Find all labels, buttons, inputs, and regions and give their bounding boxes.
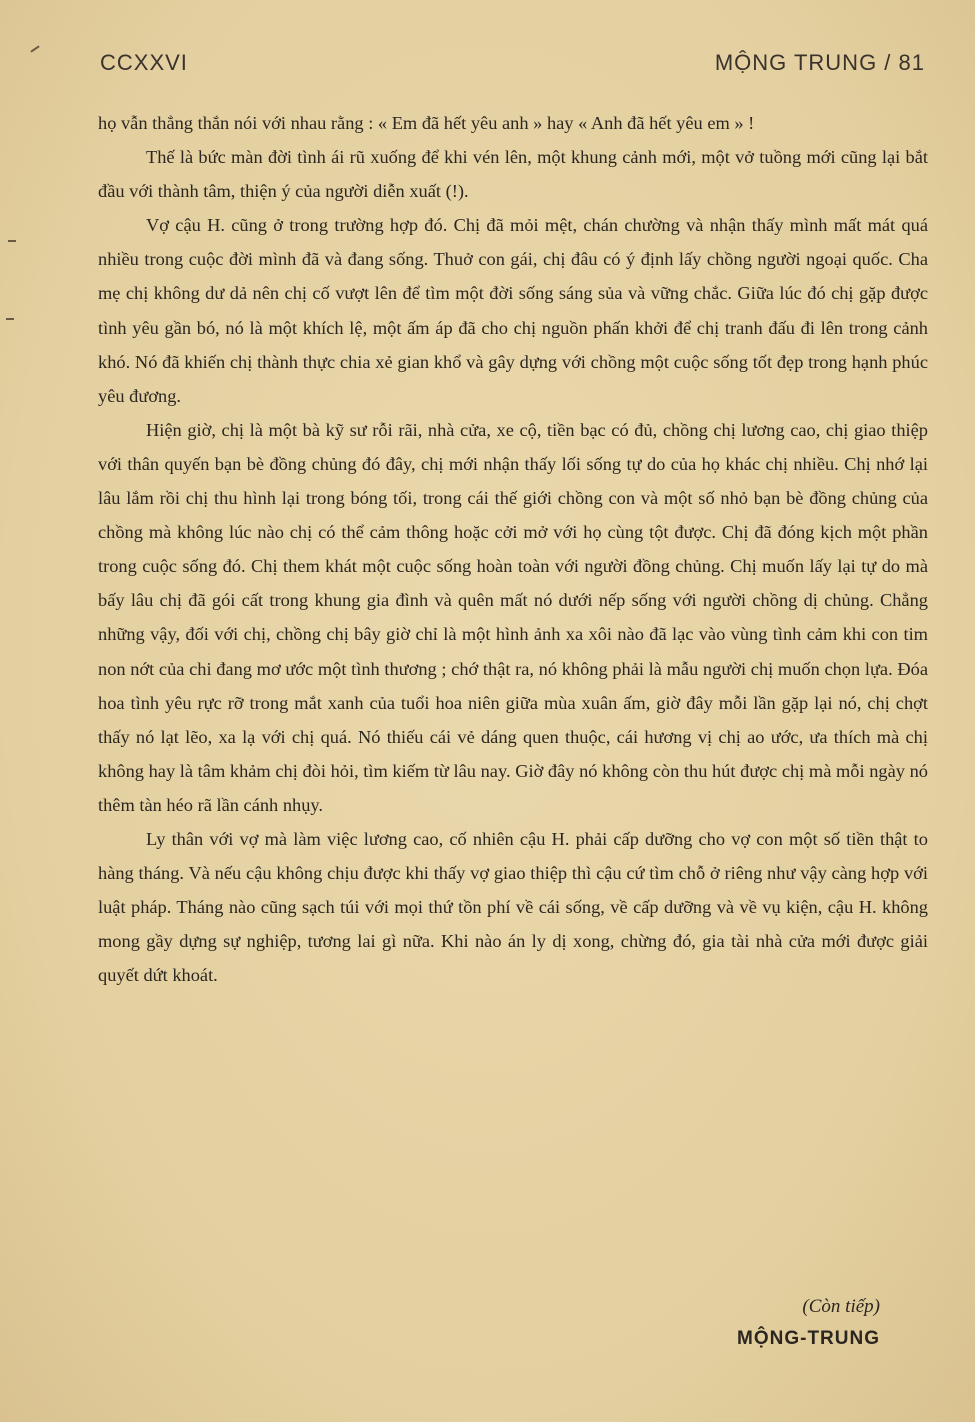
paragraph: Hiện giờ, chị là một bà kỹ sư rỗi rãi, nhà cửa, xe cộ, tiền bạc có đủ, chồng chị lương cao, chị giao thiệp với thân quyến bạn bè đồng chủng đó đây, chị mới nhận thấy lối sống tự do của họ khác chị nhiều. Chị nhớ lại lâu lắm rồi chị thu hình lại trong bóng tối, trong cái thế giới chồng con và một số nhỏ bạn bè đồng chủng của chồng mà không lúc nào chị có thể cảm thông hoặc cởi mở với họ cùng tột được. Chị đã đóng kịch một phần trong cuộc sống đó. Chị them khát một cuộc sống hoàn toàn với người đồng chủng. Chị muốn lấy lại tự do mà bấy lâu chị đã gói cất trong khung gia đình và quên mất nó dưới nếp sống với người chồng dị chủng. Chẳng những vậy, đối với chị, chồng chị bây giờ chỉ là một hình ảnh xa xôi nào đã lạc vào vùng tình cảm khi con tim non nớt của chi đang mơ ước một tình thương ; chớ thật ra, nó không phải là mẫu người chị muốn chọn lựa. Đóa hoa tình yêu rực rỡ trong mắt xanh của tuổi hoa niên giữa mùa xuân ấm, giờ đây mỗi lần gặp lại nó, chị chợt thấy nó lạt lẽo, xa lạ với chị quá. Nó thiếu cái vẻ dáng quen thuộc, cái hương vị chị ao ước, ưa thích mà chị không hay là tâm khảm chị đòi hỏi, tìm kiếm từ lâu nay. Giờ đây nó không còn thu hút được chị mà mỗi ngày nó thêm tàn héo rã lần cánh nhụy. [98,419,928,815]
author-page-number: MỘNG TRUNG / 81 [714,50,925,75]
paragraph-continued: họ vẫn thẳng thắn nói với nhau rằng : « Em đã hết yêu anh » hay « Anh đã hết yêu em » ! [98,113,755,133]
continued-note: (Còn tiếp) [802,1296,880,1317]
scan-mark [6,318,14,320]
running-header [100,50,925,84]
paragraph: Thế là bức màn đời tình ái rũ xuống để khi vén lên, một khung cảnh mới, một vở tuồng mới cũng lại bắt đầu với thành tâm, thiện ý của người diễn xuất (!). [98,147,928,202]
scan-mark [30,45,39,52]
article-body [98,106,928,992]
issue-number: CCXXVI [100,50,188,75]
scan-mark [8,240,16,242]
author-signature: MỘNG-TRUNG [737,1328,880,1349]
paragraph: Vợ cậu H. cũng ở trong trường hợp đó. Chị đã mỏi mệt, chán chường và nhận thấy mình mất mát quá nhiều trong cuộc đời mình đã và đang sống. Thuở con gái, chị đâu có ý định lấy chồng người ngoại quốc. Cha mẹ chị không dư dả nên chị cố vượt lên để tìm một đời sống sáng sủa và vững chắc. Giữa lúc đó chị gặp được tình yêu gần bó, nó là một khích lệ, một ấm áp đã cho chị nguồn phấn khởi để chị tranh đấu đi lên trong cảnh khó. Nó đã khiến chị thành thực chia xẻ gian khổ và gây dựng với chồng một cuộc sống tốt đẹp trong hạnh phúc yêu đương. [98,215,928,406]
paragraph: Ly thân với vợ mà làm việc lương cao, cố nhiên cậu H. phải cấp dưỡng cho vợ con một số tiền thật to hàng tháng. Và nếu cậu không chịu được khi thấy vợ giao thiệp thì cậu cứ tìm chỗ ở riêng như vậy càng hợp với luật pháp. Tháng nào cũng sạch túi với mọi thứ tồn phí về cái sống, về cấp dưỡng và về vụ kiện, cậu H. không mong gầy dựng sự nghiệp, tương lai gì nữa. Khi nào án ly dị xong, chừng đó, gia tài nhà cửa mới được giải quyết dứt khoát. [98,828,928,986]
